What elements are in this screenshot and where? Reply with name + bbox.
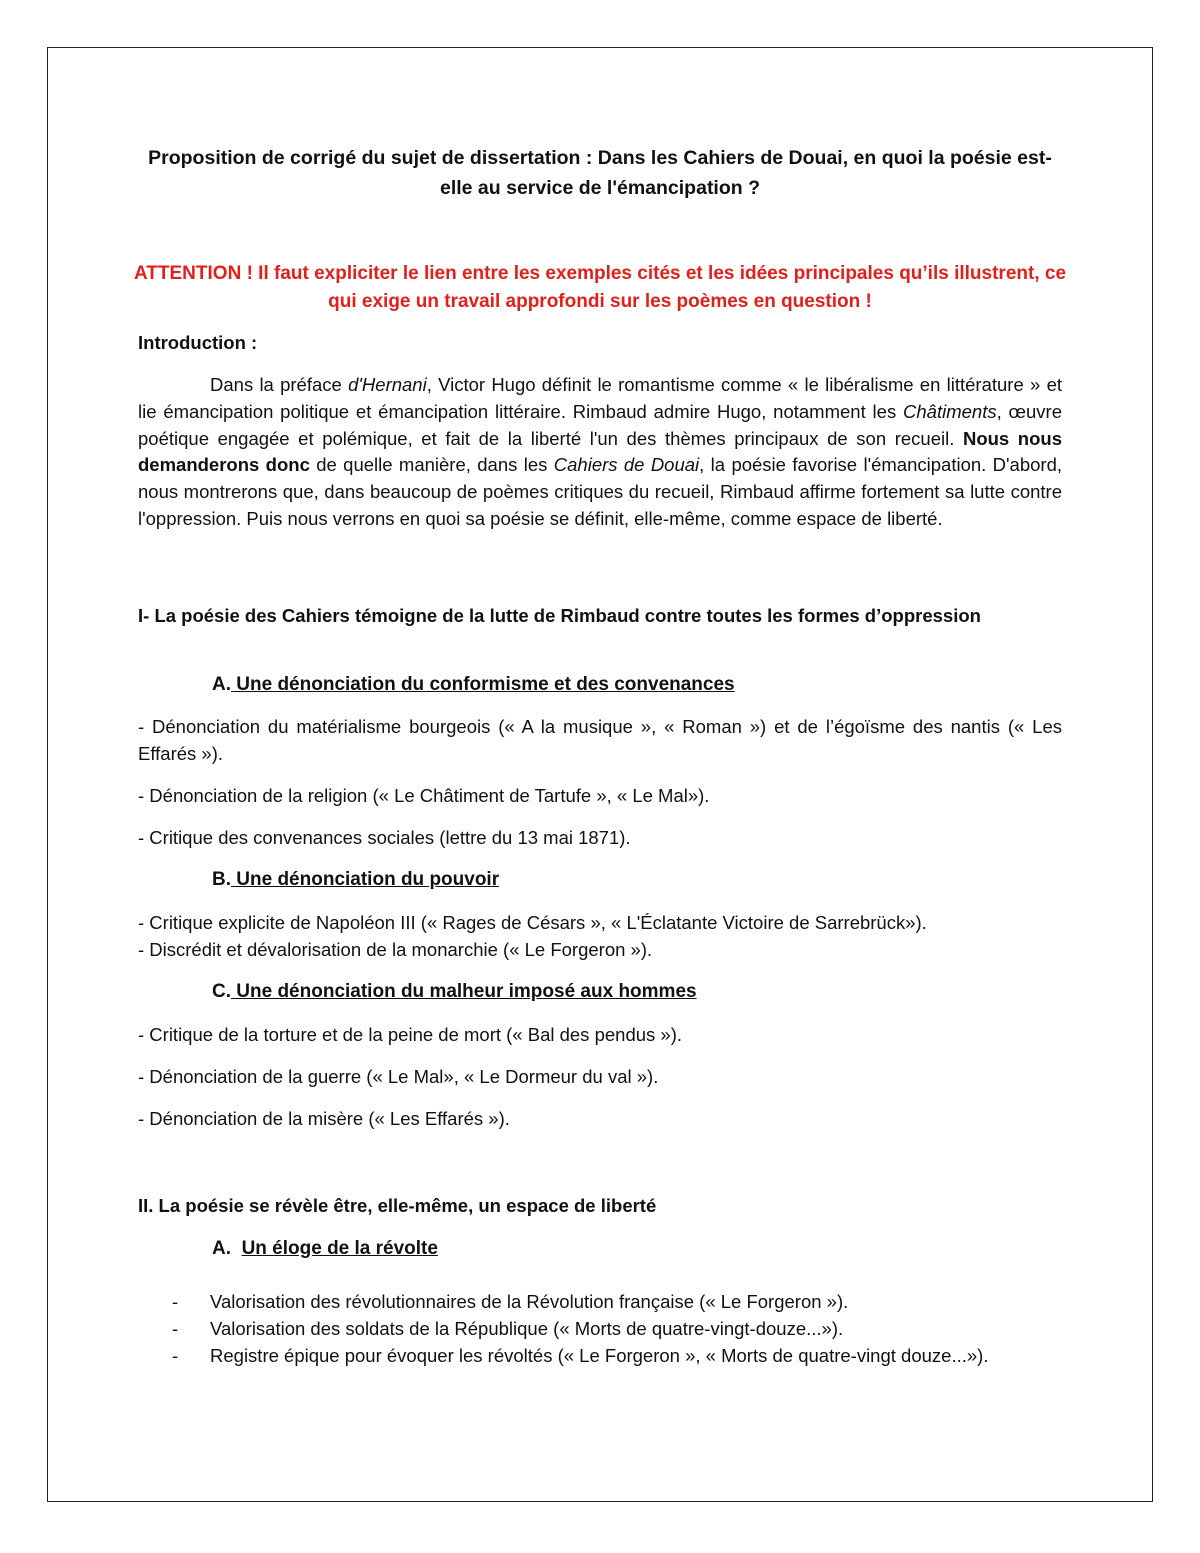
list-item: - Dénonciation de la guerre (« Le Mal», « Le Dormeur du val »).	[138, 1066, 659, 1087]
intro-paragraph: Dans la préface d'Hernani, Victor Hugo définit le romantisme comme « le libéralisme en littérature » et lie émancipation politique et émancipation littéraire. Rimbaud admire Hugo, notamment les Châtiments, œuvre poétique engagée et polémique, et fait de la liberté l'un des thèmes principaux de son recueil. Nous nous demanderons donc de quelle manière, dans les Cahiers de Douai, la poésie favorise l'émancipation. D'abord, nous montrerons que, dans beaucoup de poèmes critiques du recueil, Rimbaud affirme fortement sa lutte contre l'oppression. Puis nous verrons en quoi sa poésie se définit, elle-même, comme espace de liberté.	[138, 374, 1063, 529]
list-item: - Registre épique pour évoquer les révoltés (« Le Forgeron », « Morts de quatre-vingt douze...»).	[172, 1345, 989, 1366]
part1-heading: I- La poésie des Cahiers témoigne de la lutte de Rimbaud contre toutes les formes d’oppression	[138, 605, 981, 626]
part1-subheading-a: A. Une dénonciation du conformisme et des convenances	[212, 674, 735, 695]
list-item: - Valorisation des soldats de la République (« Morts de quatre-vingt-douze...»).	[172, 1318, 844, 1339]
list-item: - Dénonciation de la religion (« Le Châtiment de Tartufe », « Le Mal»).	[138, 785, 710, 806]
list-item: - Discrédit et dévalorisation de la monarchie (« Le Forgeron »).	[138, 939, 653, 960]
list-item: - Critique des convenances sociales (lettre du 13 mai 1871).	[138, 827, 631, 848]
list-item: - Critique de la torture et de la peine de mort (« Bal des pendus »).	[138, 1024, 682, 1045]
title-question: Dans les Cahiers de Douai, en quoi la poésie est-elle au service de l'émancipation ?	[439, 147, 1052, 199]
intro-heading: Introduction :	[138, 332, 258, 353]
part1-subheading-c: C. Une dénonciation du malheur imposé aux hommes	[212, 981, 697, 1002]
part2-heading: II. La poésie se révèle être, elle-même, un espace de liberté	[138, 1195, 657, 1216]
part2-subheading-a: A. Un éloge de la révolte	[212, 1238, 438, 1259]
part1-subheading-b: B. Une dénonciation du pouvoir	[212, 869, 500, 890]
list-item: - Valorisation des révolutionnaires de la Révolution française (« Le Forgeron »).	[172, 1291, 849, 1312]
list-item: - Dénonciation du matérialisme bourgeois (« A la musique », « Roman ») et de l’égoïsme des nantis (« Les Effarés »).	[138, 716, 1062, 764]
list-item: - Dénonciation de la misère (« Les Effarés »).	[138, 1108, 510, 1129]
warning-notice: ATTENTION ! Il faut expliciter le lien entre les exemples cités et les idées principales qu’ils illustrent, ce qui exige un travail approfondi sur les poèmes en question !	[133, 263, 1067, 312]
list-item: - Critique explicite de Napoléon III (« Rages de Césars », « L'Éclatante Victoire de Sarrebrück»).	[138, 912, 927, 933]
title-prefix: Proposition de corrigé du sujet de dissertation :	[148, 147, 598, 169]
document-title	[140, 143, 1060, 203]
